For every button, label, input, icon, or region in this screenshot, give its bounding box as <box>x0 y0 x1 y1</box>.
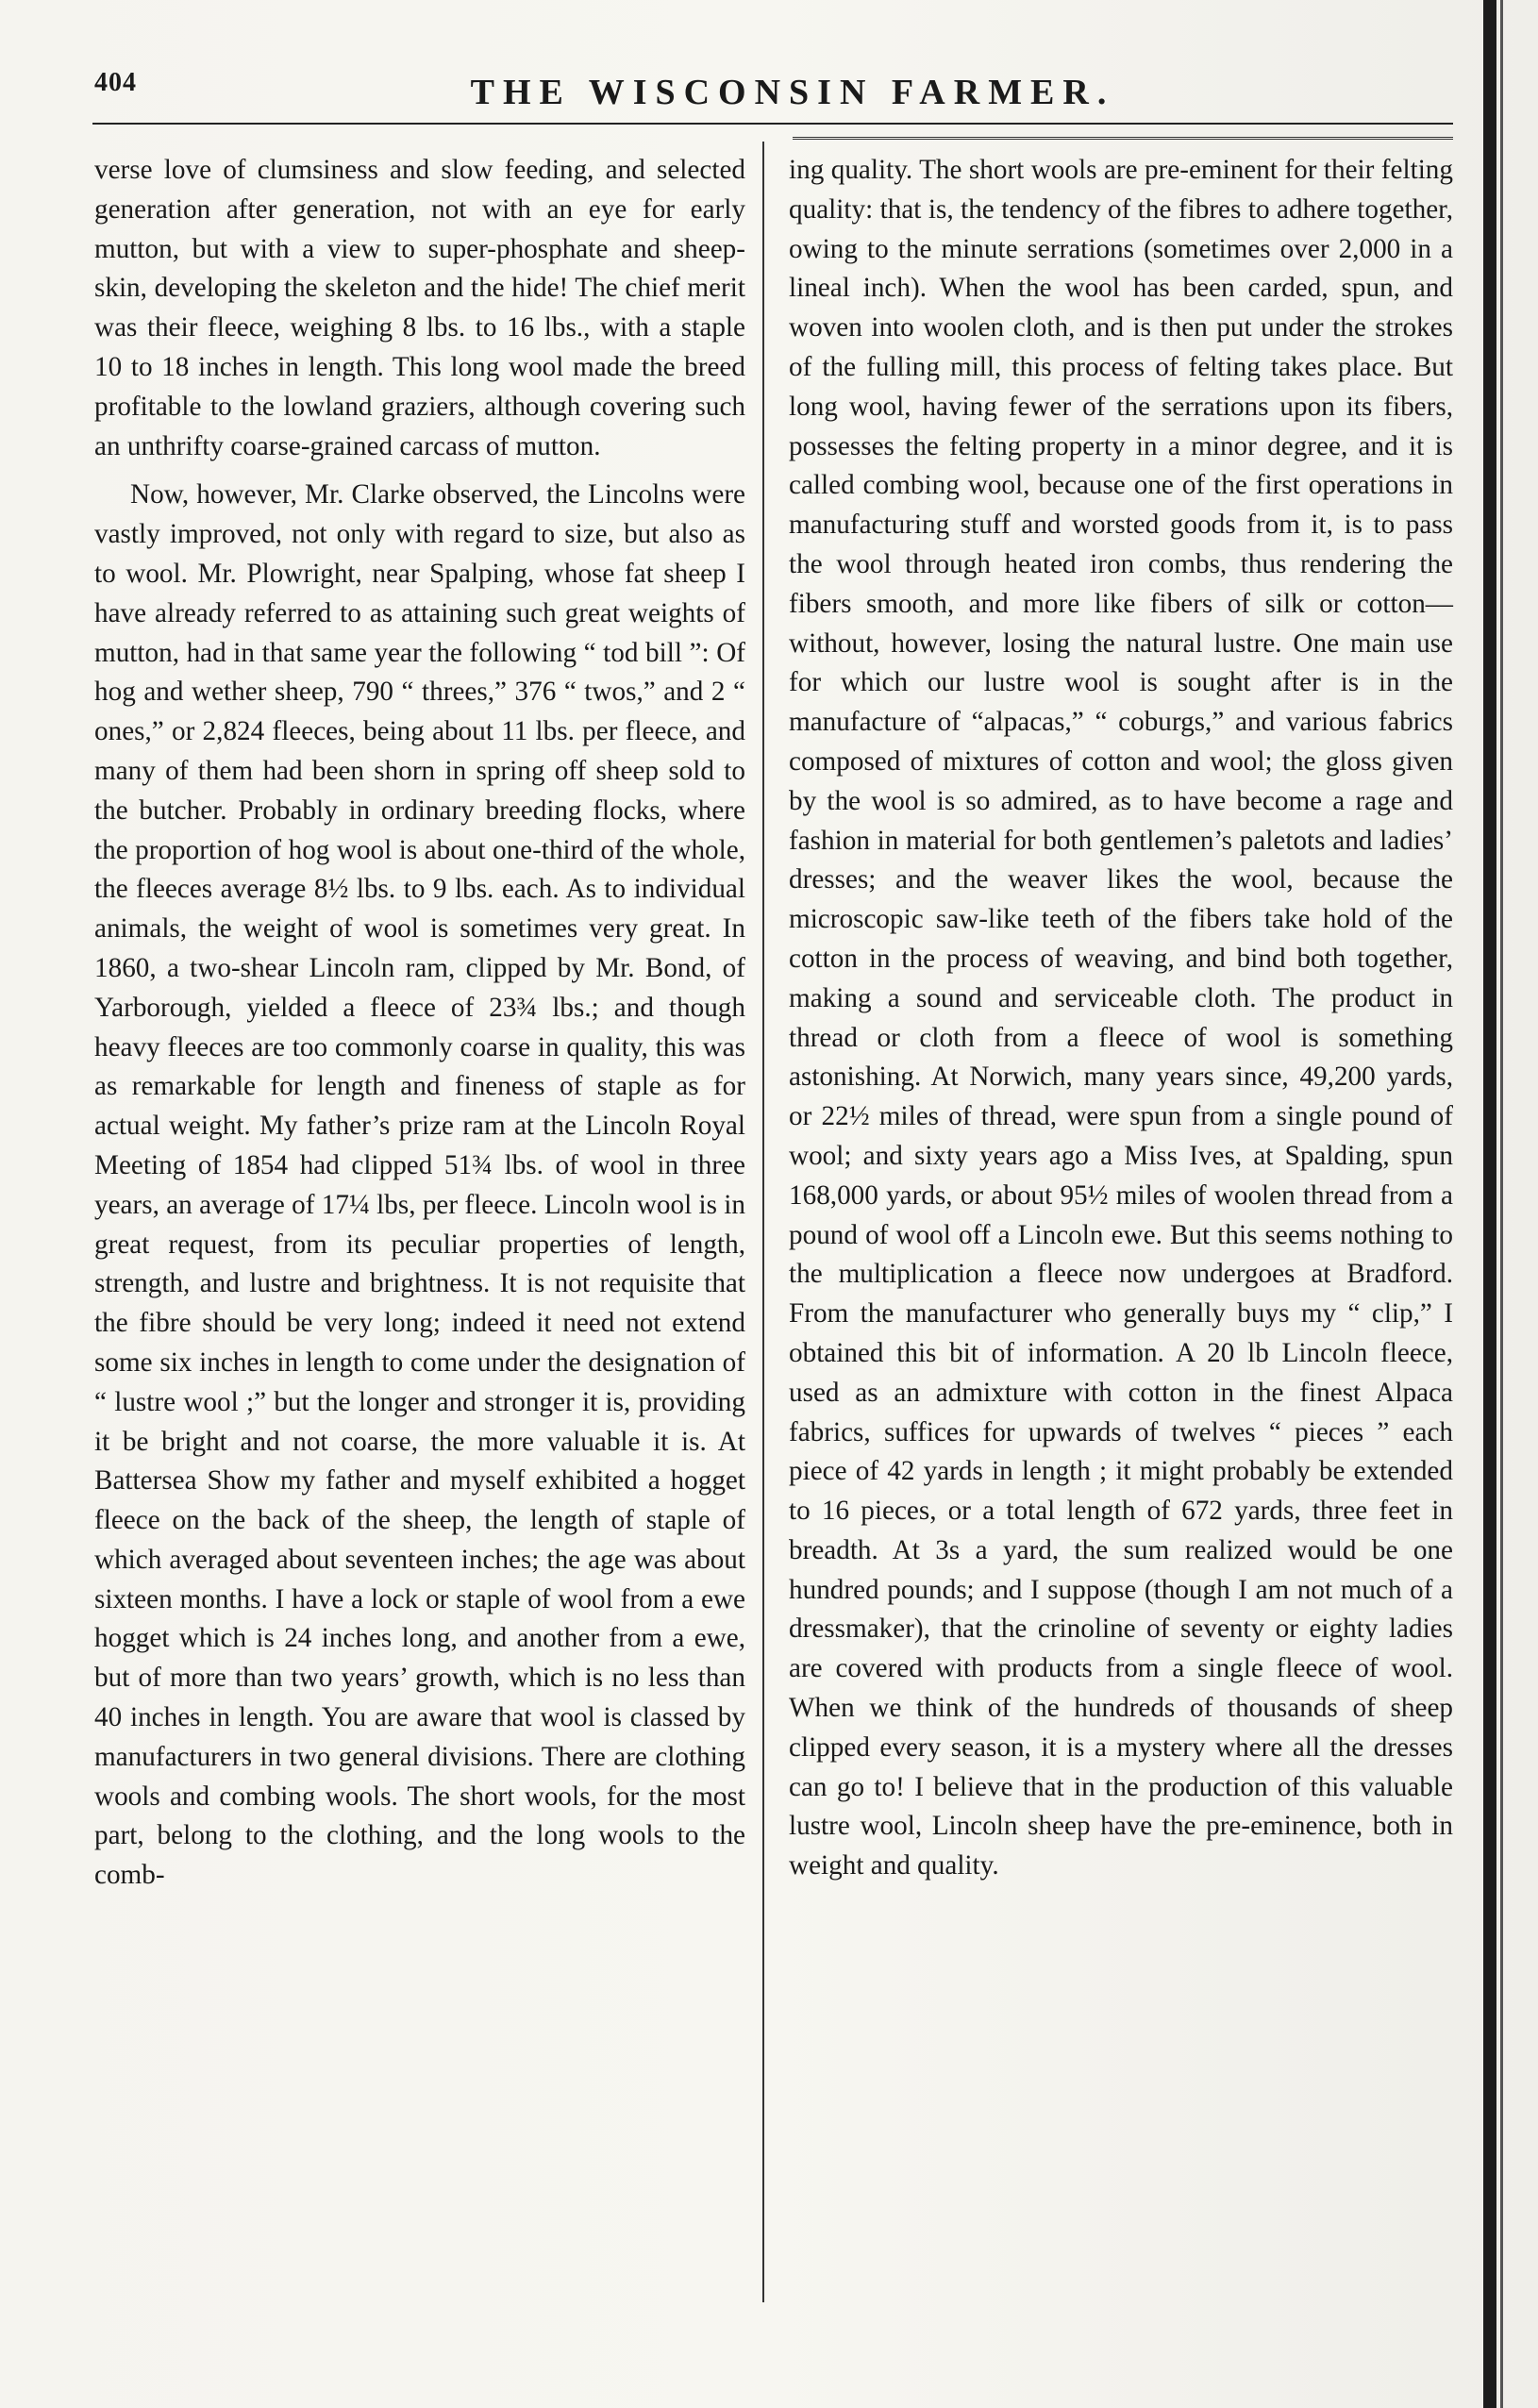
page-edge-line <box>1500 0 1503 2408</box>
left-paragraph-2: Now, however, Mr. Clarke observed, the Lincolns were vastly improved, not only with regard to size, but also as to wool. Mr. Plowright, near Spalping, whose fat sheep I have already referred to as attaining such great weights of mutton, had in that same year the following “ tod bill ”: Of hog and wether sheep, 790 “ threes,” 376 “ twos,” and 2 “ ones,” or 2,824 fleeces, being about 11 lbs. per fleece, and many of them had been shorn in spring off sheep sold to the butcher. Probably in ordinary breeding flocks, where the proportion of hog wool is about one-third of the whole, the fleeces average 8½ lbs. to 9 lbs. each. As to individual animals, the weight of wool is sometimes very great. In 1860, a two-shear Lincoln ram, clipped by Mr. Bond, of Yarborough, yielded a fleece of 23¾ lbs.; and though heavy fleeces are too commonly coarse in quality, this was as remarkable for length and fineness of staple as for actual weight. My father’s prize ram at the Lincoln Royal Meeting of 1854 had clipped 51¾ lbs. of wool in three years, an average of 17¼ lbs, per fleece. Lincoln wool is in great request, from its peculiar properties of length, strength, and lustre and brightness. It is not requisite that the fibre should be very long; indeed it need not extend some six inches in length to come under the designation of “ lustre wool ;” but the longer and stronger it is, providing it be bright and not coarse, the more valuable it is. At Battersea Show my father and myself exhibited a hogget fleece on the back of the sheep, the length of staple of which averaged about seventeen inches; the age was about sixteen months. I have a lock or staple of wool from a ewe hogget which is 24 inches long, and another from a ewe, but of more than two years’ growth, which is no less than 40 inches in length. You are aware that wool is classed by manufacturers in two general divisions. There are clothing wools and combing wools. The short wools, for the most part, belong to the clothing, and the long wools to the comb- <box>94 479 745 1891</box>
header-double-rule <box>793 137 1453 140</box>
running-head-title: THE WISCONSIN FARMER. <box>470 73 1115 112</box>
page-number: 404 <box>94 68 137 97</box>
column-divider <box>762 142 764 2302</box>
left-paragraph-1: verse love of clumsiness and slow feeding, and selected generation after generation, not with an eye for early mutton, but with a view to super-phosphate and sheep-skin, developing the skeleton and the hide! The chief merit was their fleece, weighing 8 lbs. to 16 lbs., with a staple 10 to 18 inches in length. This long wool made the breed profitable to the lowland graziers, although covering such an unthrifty coarse-grained carcass of mutton. <box>94 155 745 461</box>
page-edge-shadow <box>1483 0 1496 2408</box>
right-paragraph-1: ing quality. The short wools are pre-eminent for their felting quality: that is, the tendency of the fibres to adhere together, owing to the minute serrations (sometimes over 2,000 in a lineal inch). When the wool has been carded, spun, and woven into woolen cloth, and is then put under the strokes of the fulling mill, this process of felting takes place. But long wool, having fewer of the serrations upon its fibers, possesses the felting property in a minor degree, and it is called combing wool, because one of the first operations in manufacturing stuff and worsted goods from it, is to pass the wool through heated iron combs, thus rendering the fibers smooth, and more like fibers of silk or cotton—without, however, losing the natural lustre. One main use for which our lustre wool is sought after is in the manufacture of “alpacas,” “ coburgs,” and various fabrics composed of mixtures of cotton and wool; the gloss given by the wool is so admired, as to have become a rage and fashion in material for both gentlemen’s paletots and ladies’ dresses; and the weaver likes the wool, because the microscopic saw-like teeth of the fibers take hold of the cotton in the process of weaving, and bind both together, making a sound and serviceable cloth. The product in thread or cloth from a fleece of wool is something astonishing. At Norwich, many years since, 49,200 yards, or 22½ miles of thread, were spun from a single pound of wool; and sixty years ago a Miss Ives, at Spalding, spun 168,000 yards, or about 95½ miles of woolen thread from a pound of wool off a Lincoln ewe. But this seems nothing to the multiplication a fleece now undergoes at Bradford. From the manufacturer who generally buys my “ clip,” I obtained this bit of information. A 20 lb Lincoln fleece, used as an admixture with cotton in the finest Alpaca fabrics, suffices for upwards of twelves “ pieces ” each piece of 42 yards in length ; it might probably be extended to 16 pieces, or a total length of 672 yards, three feet in breadth. At 3s a yard, the sum realized would be one hundred pounds; and I suppose (though I am not much of a dressmaker), that the crinoline of seventy or eighty ladies are covered with products from a single fleece of wool. When we think of the hundreds of thousands of sheep clipped every season, it is a mystery where all the dresses can go to! I believe that in the production of this valuable lustre wool, Lincoln sheep have the pre-eminence, both in weight and quality. <box>789 155 1453 1881</box>
header-rule <box>92 123 1453 125</box>
right-column <box>789 151 1453 1886</box>
left-column <box>94 151 745 1896</box>
